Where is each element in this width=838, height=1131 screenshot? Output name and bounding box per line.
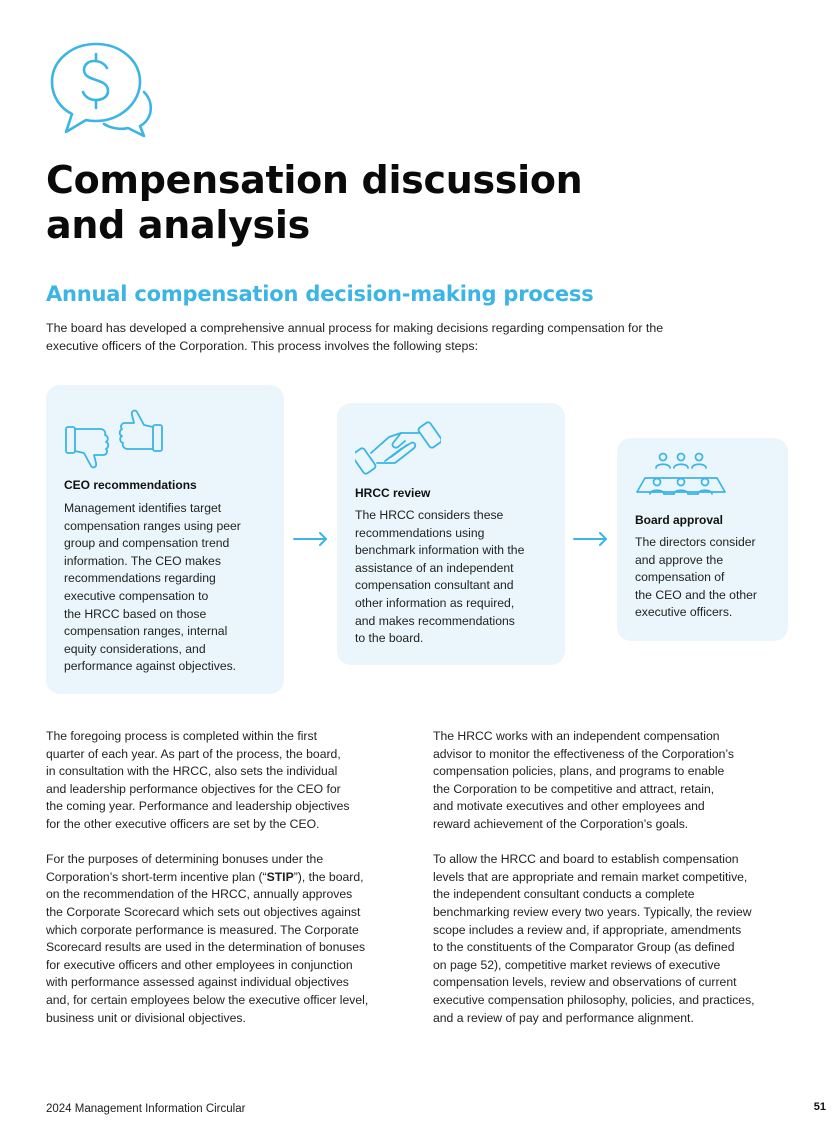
- text-line: reward achievement of the Corporation’s goals.: [433, 816, 689, 831]
- step-card-board: [617, 438, 788, 641]
- stip-term: STIP: [266, 869, 294, 884]
- step-line: executive compensation to: [64, 588, 209, 603]
- text-line: For the purposes of determining bonuses under the: [46, 852, 324, 867]
- paragraph: [433, 728, 793, 834]
- step-title-board: Board approval: [635, 513, 724, 527]
- step-line: the HRCC based on those: [64, 606, 207, 621]
- text-line: The HRCC works with an independent compensation: [433, 729, 720, 743]
- paragraph: [46, 851, 406, 1027]
- title-line-1: Compensation discussion: [46, 158, 583, 202]
- left-column: [46, 728, 406, 1045]
- step-line: compensation consultant and: [355, 578, 514, 593]
- step-card-ceo: [46, 385, 284, 694]
- board-meeting-icon: [635, 452, 727, 504]
- page-number: 51: [813, 1101, 826, 1113]
- text-line: Corporation’s short-term incentive plan (“: [46, 869, 267, 884]
- footer-document-title: 2024 Management Information Circular: [46, 1103, 246, 1115]
- text-line: business unit or divisional objectives.: [46, 1010, 246, 1025]
- text-line: and a review of pay and performance alignment.: [433, 1010, 694, 1025]
- text-line: and motivate executives and other employees and: [433, 799, 705, 814]
- text-line: compensation policies, plans, and programs to enable: [433, 764, 725, 779]
- text-line: on the recommendation of the HRCC, annually approves: [46, 887, 353, 902]
- step-line: compensation ranges using peer: [64, 518, 241, 533]
- step-title-hrcc: HRCC review: [355, 486, 431, 500]
- section-heading: Annual compensation decision-making process: [46, 282, 594, 306]
- step-card-hrcc: [337, 403, 565, 665]
- text-line: advisor to monitor the effectiveness of the Corporation’s: [433, 746, 735, 761]
- text-line: quarter of each year. As part of the process, the board,: [46, 746, 341, 761]
- paragraph: [433, 851, 793, 1027]
- thumbs-down-up-icon: [64, 409, 164, 469]
- text-line: scope includes a review and, if appropriate, amendments: [433, 922, 742, 937]
- title-line-2: and analysis: [46, 203, 310, 247]
- intro-paragraph: The board has developed a comprehensive annual process for making decisions regarding compensation for the executive officers of the Corporation. This process involves the following steps:: [46, 321, 664, 353]
- step-line: benchmark information with the: [355, 543, 525, 558]
- paragraph: [46, 728, 406, 834]
- step-line: group and compensation trend: [64, 536, 230, 551]
- step-line: Management identifies target: [64, 501, 222, 515]
- handshake-icon: [355, 419, 441, 477]
- step-body-board: [635, 534, 775, 622]
- step-line: compensation of: [635, 570, 725, 585]
- text-line: compensation levels, review and observations of current: [433, 975, 737, 990]
- text-line: for the other executive officers are set by the CEO.: [46, 816, 320, 831]
- step-line: the CEO and the other: [635, 587, 757, 602]
- step-line: executive officers.: [635, 605, 733, 620]
- text-line: The foregoing process is completed within the first: [46, 729, 317, 743]
- text-line: which corporate performance is measured. The Corporate: [46, 922, 359, 937]
- right-column: [433, 728, 793, 1045]
- text-line: for executive officers and other employees in conjunction: [46, 957, 353, 972]
- text-line: Scorecard results are used in the determination of bonuses: [46, 940, 366, 955]
- chat-bubbles-dollar-icon: [44, 40, 156, 140]
- step-line: equity considerations, and: [64, 641, 206, 656]
- text-line: and leadership performance objectives for the CEO for: [46, 781, 341, 796]
- step-line: recommendations using: [355, 525, 485, 540]
- text-line: ”), the board,: [293, 869, 364, 884]
- step-line: performance against objectives.: [64, 659, 237, 674]
- text-line: the coming year. Performance and leadership objectives: [46, 799, 350, 814]
- text-line: to the constituents of the Comparator Group (as defined: [433, 940, 735, 955]
- text-line: To allow the HRCC and board to establish compensation: [433, 852, 739, 867]
- step-title-ceo: CEO recommendations: [64, 478, 197, 492]
- step-line: other information as required,: [355, 595, 515, 610]
- step-line: and approve the: [635, 552, 724, 567]
- text-line: the Corporation to be competitive and attract, retain,: [433, 781, 715, 796]
- step-line: compensation ranges, internal: [64, 624, 228, 639]
- step-line: The HRCC considers these: [355, 508, 504, 522]
- step-body-hrcc: [355, 507, 549, 648]
- text-line: the Corporate Scorecard which sets out objectives against: [46, 904, 361, 919]
- page-title: [46, 158, 666, 248]
- step-line: information. The CEO makes: [64, 553, 221, 568]
- step-line: assistance of an independent: [355, 560, 514, 575]
- text-line: levels that are appropriate and remain market competitive,: [433, 869, 748, 884]
- text-line: with performance assessed against individual objectives: [46, 975, 349, 990]
- text-line: benchmarking review every two years. Typically, the review: [433, 904, 752, 919]
- text-line: executive compensation philosophy, policies, and practices,: [433, 992, 755, 1007]
- arrow-right-icon: [572, 532, 610, 546]
- step-line: The directors consider: [635, 535, 756, 549]
- text-line: in consultation with the HRCC, also sets the individual: [46, 764, 338, 779]
- step-line: to the board.: [355, 631, 424, 646]
- text-line: and, for certain employees below the executive officer level,: [46, 992, 369, 1007]
- text-line: on page 52), competitive market reviews of executive: [433, 957, 721, 972]
- arrow-right-icon: [292, 532, 330, 546]
- step-line: and makes recommendations: [355, 613, 515, 628]
- step-line: recommendations regarding: [64, 571, 216, 586]
- step-body-ceo: [64, 500, 270, 676]
- text-line: the independent consultant conducts a complete: [433, 887, 695, 902]
